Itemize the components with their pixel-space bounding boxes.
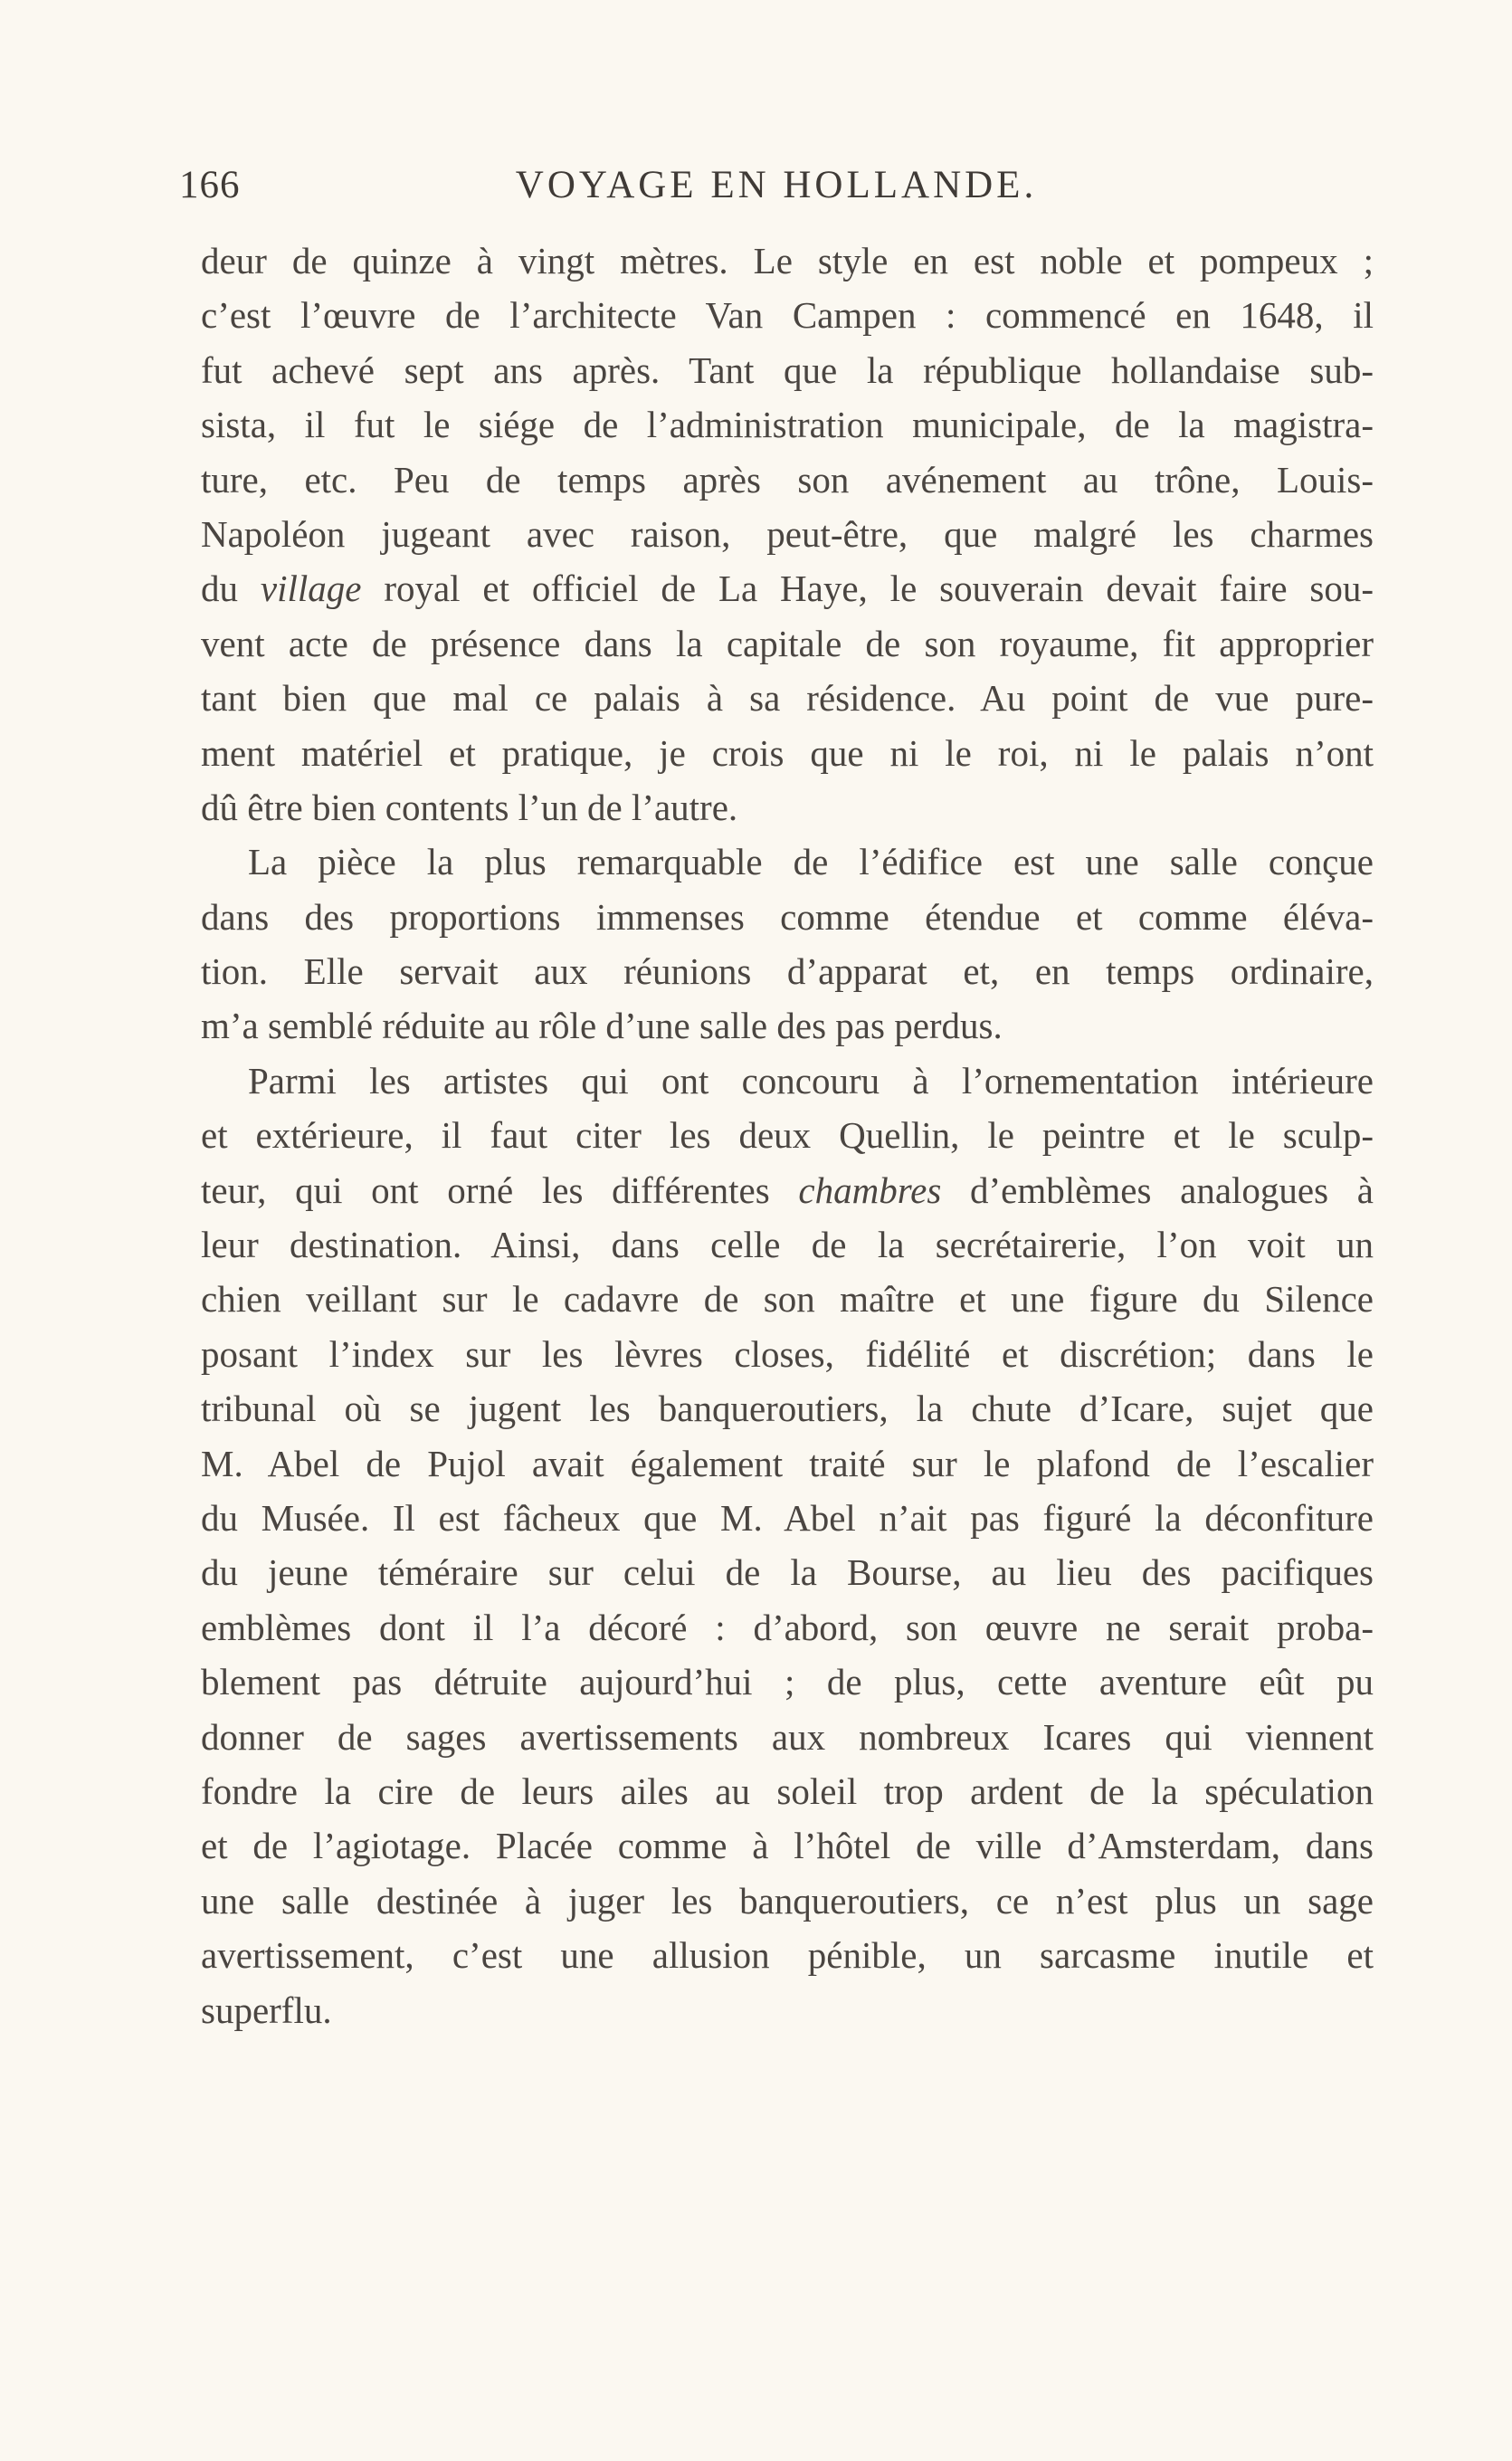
text-segment: d’emblèmes analogues à — [941, 1168, 1374, 1211]
text-line: tion. Elle servait aux réunions d’apparat et, en temps ordinaire, — [201, 950, 1374, 993]
text-line: dû être bien contents l’un de l’autre. — [201, 786, 738, 828]
text-segment: royal et officiel de La Haye, le souverain devait faire sou- — [361, 568, 1374, 610]
text-line: posant l’index sur les lèvres closes, fidélité et discrétion; dans le — [201, 1332, 1374, 1375]
text-line: du jeune téméraire sur celui de la Bourse, au lieu des pacifiques — [201, 1551, 1374, 1594]
text-line: fondre la cire de leurs ailes au soleil trop ardent de la spéculation — [201, 1769, 1374, 1812]
text-line: du Musée. Il est fâcheux que M. Abel n’ait pas figuré la déconfiture — [201, 1496, 1374, 1539]
text-line: tribunal où se jugent les banqueroutiers, la chute d’Icare, sujet que — [201, 1388, 1374, 1430]
running-title: VOYAGE EN HOLLANDE. — [515, 164, 1038, 206]
text-line: ture, etc. Peu de temps après son avénement au trône, Louis- — [201, 458, 1374, 501]
text-line: M. Abel de Pujol avait également traité sur le plafond de l’escalier — [201, 1442, 1374, 1484]
text-line: tant bien que mal ce palais à sa résidence. Au point de vue pure- — [201, 677, 1374, 720]
text-line: sista, il fut le siége de l’administration municipale, de la magistra- — [201, 404, 1374, 446]
paragraph-first-line: La pièce la plus remarquable de l’édifice est une salle conçue — [248, 841, 1374, 883]
text-line: vent acte de présence dans la capitale de son royaume, fit approprier — [201, 622, 1374, 664]
text-line: c’est l’œuvre de l’architecte Van Campen : commencé en 1648, il — [201, 294, 1374, 337]
text-line — [201, 561, 1374, 615]
text-segment: du — [201, 568, 261, 610]
text-line: chien veillant sur le cadavre de son maître et une figure du Silence — [201, 1278, 1374, 1321]
text-line: emblèmes dont il l’a décoré : d’abord, son œuvre ne serait proba- — [201, 1606, 1374, 1648]
text-line: m’a semblé réduite au rôle d’une salle des pas perdus. — [201, 1005, 1003, 1047]
page-number: 166 — [179, 164, 241, 206]
text-line: leur destination. Ainsi, dans celle de la secrétairerie, l’on voit un — [201, 1224, 1374, 1266]
text-segment: teur, qui ont orné les différentes — [201, 1168, 799, 1211]
text-line: Napoléon jugeant avec raison, peut-être, que malgré les charmes — [201, 512, 1374, 555]
body-text — [201, 234, 1374, 2037]
text-line: une salle destinée à juger les banqueroutiers, ce n’est plus un sage — [201, 1879, 1374, 1922]
text-line: ment matériel et pratique, je crois que ni le roi, ni le palais n’ont — [201, 731, 1374, 774]
text-line: fut achevé sept ans après. Tant que la république hollandaise sub- — [201, 348, 1374, 391]
text-line: superflu. — [201, 1989, 332, 2031]
text-line: deur de quinze à vingt mètres. Le style en est noble et pompeux ; — [201, 240, 1374, 281]
text-line — [201, 1163, 1374, 1217]
text-line: et de l’agiotage. Placée comme à l’hôtel de ville d’Amsterdam, dans — [201, 1825, 1374, 1867]
text-line: blement pas détruite aujourd’hui ; de plus, cette aventure eût pu — [201, 1661, 1374, 1703]
italic-word: chambres — [798, 1168, 942, 1211]
italic-word: village — [260, 568, 362, 610]
text-line: avertissement, c’est une allusion pénible, un sarcasme inutile et — [201, 1934, 1374, 1977]
page-header — [179, 163, 1374, 217]
text-line: et extérieure, il faut citer les deux Quellin, le peintre et le sculp- — [201, 1114, 1374, 1157]
text-line: dans des proportions immenses comme étendue et comme éléva- — [201, 895, 1374, 938]
text-line: donner de sages avertissements aux nombreux Icares qui viennent — [201, 1715, 1374, 1758]
paragraph-first-line: Parmi les artistes qui ont concouru à l’ornementation intérieure — [248, 1059, 1374, 1102]
